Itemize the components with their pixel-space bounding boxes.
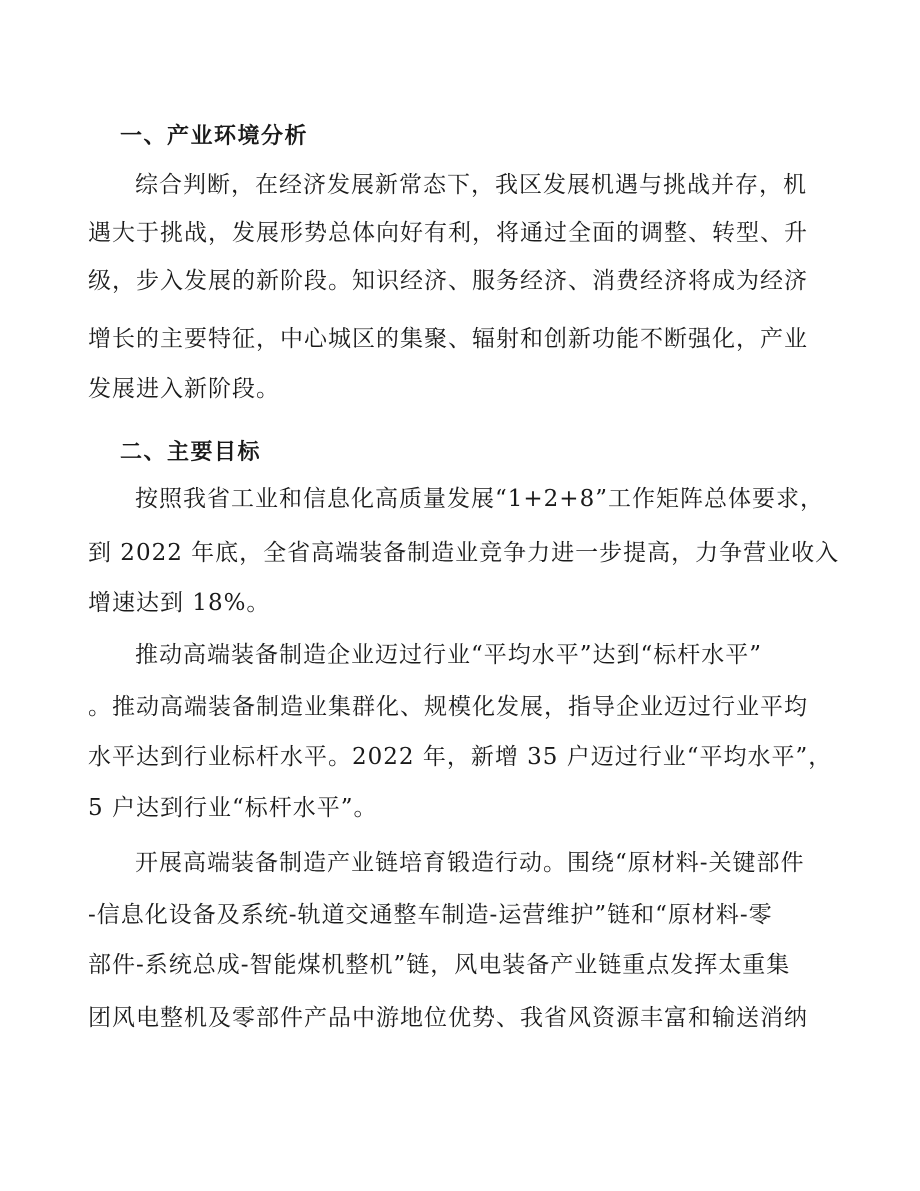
paragraph-line: 发展进入新阶段。 xyxy=(88,376,280,402)
paragraph-line: 部件-系统总成-智能煤机整机”链，风电装备产业链重点发挥太重集 xyxy=(88,952,791,978)
paragraph-line: 级，步入发展的新阶段。知识经济、服务经济、消费经济将成为经济 xyxy=(88,268,808,294)
paragraph-line: 遇大于挑战，发展形势总体向好有利，将通过全面的调整、转型、升 xyxy=(88,220,808,246)
section-heading-industry-environment: 一、产业环境分析 xyxy=(120,124,309,149)
paragraph-line: 到 2022 年底，全省高端装备制造业竞争力进一步提高，力争营业收入 xyxy=(88,540,840,566)
paragraph-line: 水平达到行业标杆水平。2022 年，新增 35 户迈过行业“平均水平”， xyxy=(88,744,833,770)
paragraph-line: 。推动高端装备制造业集群化、规模化发展，指导企业迈过行业平均 xyxy=(88,694,808,720)
paragraph-line: 增速达到 18%。 xyxy=(88,590,271,616)
paragraph-line: 开展高端装备制造产业链培育锻造行动。围绕“原材料-关键部件 xyxy=(135,850,805,876)
section-heading-main-goals: 二、主要目标 xyxy=(120,440,262,465)
paragraph-line: 5 户达到行业“标杆水平”。 xyxy=(88,795,378,821)
paragraph-line: 按照我省工业和信息化高质量发展“1+2+8”工作矩阵总体要求， xyxy=(135,486,824,512)
paragraph-line: 推动高端装备制造企业迈过行业“平均水平”达到“标杆水平” xyxy=(135,642,763,668)
paragraph-line: -信息化设备及系统-轨道交通整车制造-运营维护”链和“原材料-零 xyxy=(88,902,773,928)
paragraph-line: 增长的主要特征，中心城区的集聚、辐射和创新功能不断强化，产业 xyxy=(88,326,808,352)
paragraph-line: 团风电整机及零部件产品中游地位优势、我省风资源丰富和输送消纳 xyxy=(88,1005,808,1031)
paragraph-line: 综合判断，在经济发展新常态下，我区发展机遇与挑战并存，机 xyxy=(135,172,807,198)
